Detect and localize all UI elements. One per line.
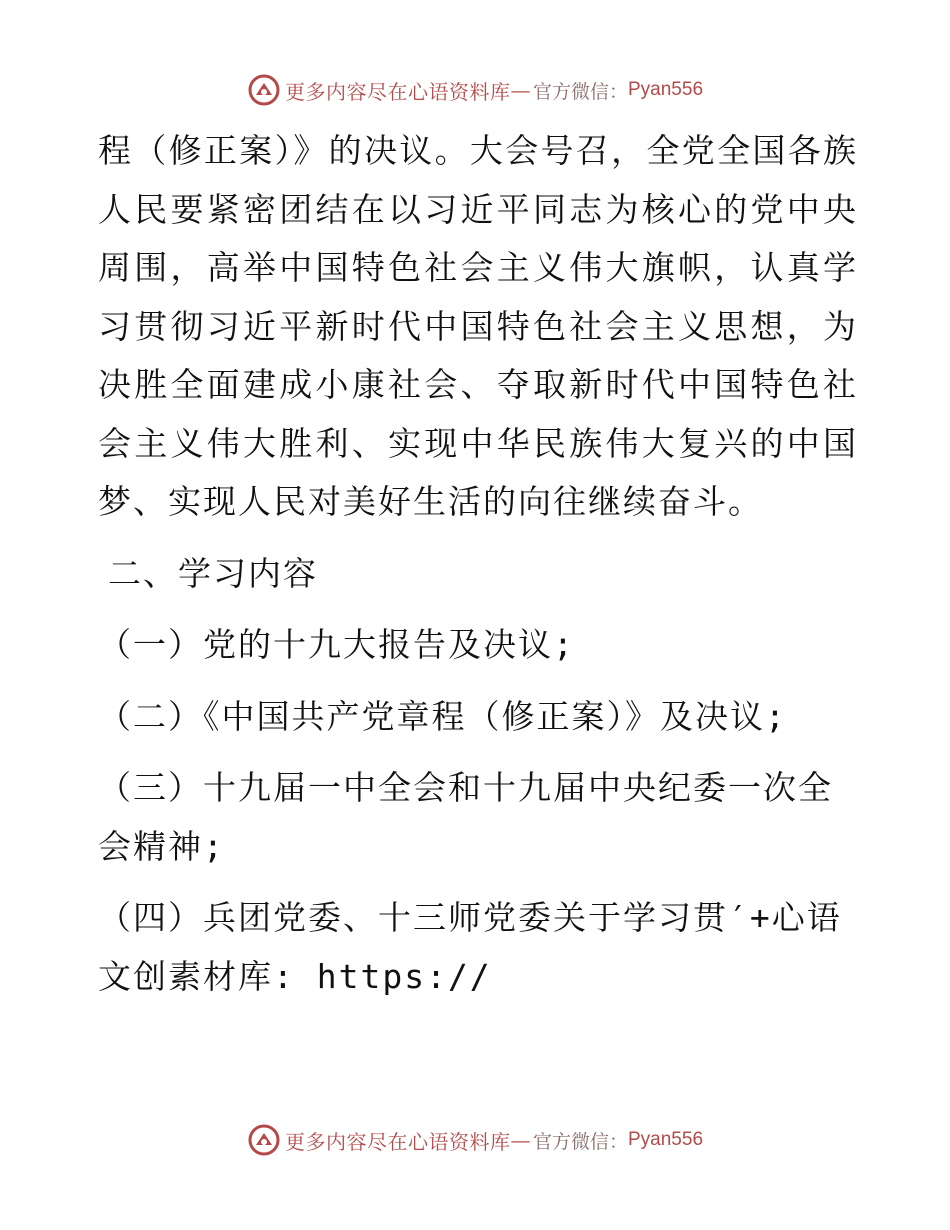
section-heading: 二、学习内容: [108, 553, 318, 593]
list-item-2: （二）《中国共产党章程（修正案）》及决议;: [98, 696, 787, 736]
list-item-3: （三）十九届一中全会和十九届中央纪委一次全会精神;: [98, 768, 833, 866]
watermark-wechat-label: 官方微信：: [532, 1130, 628, 1153]
watermark-dash: —: [510, 1128, 531, 1152]
watermark-wechat-id: Pyan556: [628, 1129, 704, 1150]
list-item-4: （四）兵团党委、十三师党委关于学习贯′+心语文创素材库: https://: [98, 898, 842, 996]
watermark-wechat-id: Pyan556: [628, 79, 704, 100]
header-watermark: [0, 70, 950, 110]
watermark-dash: —: [510, 78, 531, 102]
list-item-1: （一）党的十九大报告及决议;: [98, 625, 575, 664]
watermark-wechat-label: 官方微信：: [532, 80, 628, 103]
body-paragraph: 程（修正案）》的决议。大会号召，全党全国各族人民要紧密团结在以习近平同志为核心的党中央周围，高举中国特色社会主义伟大旗帜，认真学习贯彻习近平新时代中国特色社会主义思想，为决胜全面建成小康社会、夺取新时代中国特色社会主义伟大胜利、实现中华民族伟大复兴的中国梦、实现人民对美好生活的向往继续奋斗。: [98, 131, 858, 521]
watermark-text: 更多内容尽在心语资料库: [284, 1129, 511, 1154]
footer-watermark: [0, 1120, 950, 1160]
logo-icon: [247, 73, 281, 107]
logo-icon: [247, 1123, 281, 1157]
watermark-text: 更多内容尽在心语资料库: [284, 79, 511, 104]
document-body: [98, 122, 858, 1006]
